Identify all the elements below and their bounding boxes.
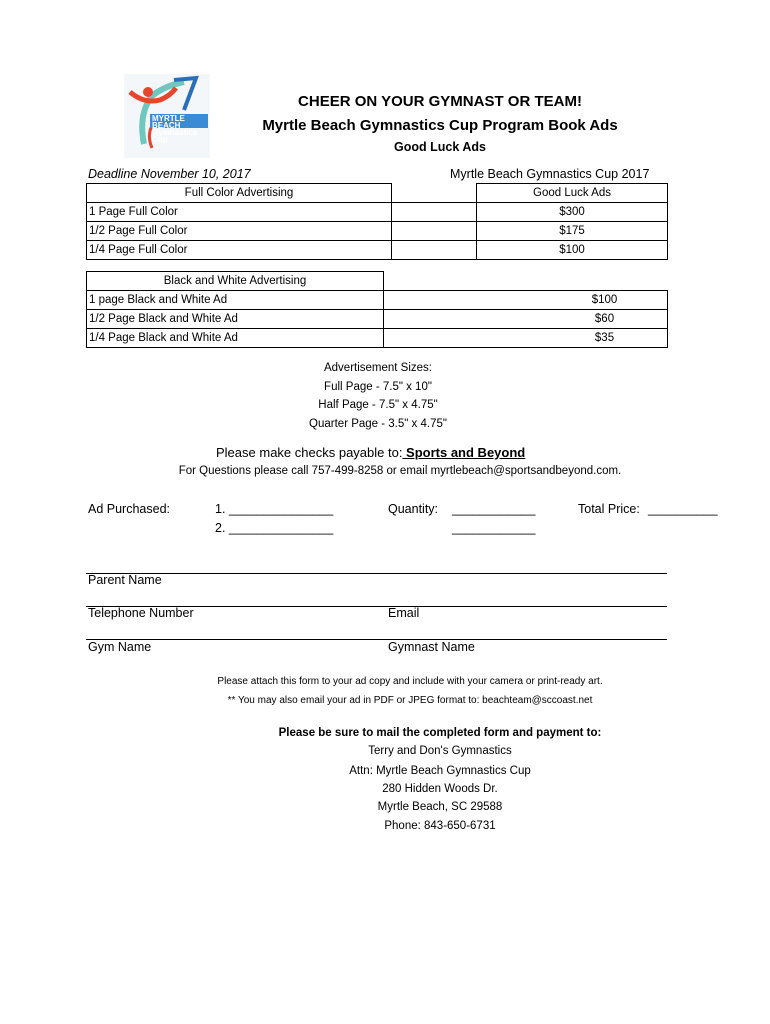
- mail-line-2: Attn: Myrtle Beach Gymnastics Cup: [349, 765, 531, 777]
- total-price-line[interactable]: __________: [648, 502, 718, 516]
- row-price: $100: [384, 291, 668, 310]
- row-label: 1/4 Page Black and White Ad: [87, 329, 384, 348]
- mail-line-1: Terry and Don's Gymnastics: [368, 745, 512, 757]
- table-row: [87, 184, 668, 203]
- table-header: Full Color Advertising: [87, 184, 392, 203]
- gym-name-field[interactable]: Gym Name: [88, 640, 152, 654]
- payable-line: [216, 445, 525, 460]
- page-subtitle: Myrtle Beach Gymnastics Cup Program Book Ads: [262, 117, 618, 134]
- email-note: ** You may also email your ad in PDF or JPEG format to: beachteam@sccoast.net: [227, 695, 593, 706]
- table-header: Good Luck Ads: [477, 184, 668, 203]
- attach-note: Please attach this form to your ad copy and include with your camera or print-ready art.: [217, 676, 603, 687]
- mail-line-4: Myrtle Beach, SC 29588: [377, 801, 503, 813]
- page-title: CHEER ON YOUR GYMNAST OR TEAM!: [298, 93, 582, 110]
- telephone-field[interactable]: Telephone Number: [88, 606, 194, 620]
- payable-name: Sports and Beyond: [402, 445, 526, 460]
- section-title: Good Luck Ads: [394, 140, 486, 154]
- table-row: [87, 222, 668, 241]
- quantity-line-1[interactable]: ____________: [452, 502, 536, 516]
- table-header: Black and White Advertising: [87, 272, 384, 291]
- quantity-line-2[interactable]: ____________: [452, 521, 536, 535]
- mail-line-3: 280 Hidden Woods Dr.: [382, 783, 498, 795]
- row-price: $60: [384, 310, 668, 329]
- mail-line-5: Phone: 843-650-6731: [384, 820, 496, 832]
- table-row: [87, 272, 668, 291]
- table-row: [87, 203, 668, 222]
- ad-line-1[interactable]: 1. _______________: [215, 502, 334, 516]
- ad-line-2[interactable]: 2. _______________: [215, 521, 334, 535]
- row-label: 1 Page Full Color: [87, 203, 392, 222]
- bw-ad-table: [86, 271, 668, 348]
- table-row: [87, 329, 668, 348]
- size-half: Half Page - 7.5" x 4.75": [318, 399, 438, 411]
- mail-heading: Please be sure to mail the completed form and payment to:: [278, 727, 602, 739]
- quantity-label: Quantity:: [388, 502, 439, 516]
- color-ad-table: [86, 183, 668, 260]
- size-full: Full Page - 7.5" x 10": [324, 381, 432, 393]
- ad-purchased-label: Ad Purchased:: [88, 502, 170, 516]
- gymnast-name-field[interactable]: Gymnast Name: [388, 640, 475, 654]
- row-price: $35: [384, 329, 668, 348]
- deadline: Deadline November 10, 2017: [88, 167, 251, 181]
- total-price-label: Total Price:: [578, 502, 640, 516]
- email-field[interactable]: Email: [388, 606, 420, 620]
- event-label: Myrtle Beach Gymnastics Cup 2017: [450, 167, 650, 181]
- questions-text: For Questions please call 757-499-8258 or email myrtlebeach@sportsandbeyond.com.: [178, 465, 622, 477]
- row-price: $100: [477, 241, 668, 260]
- logo-text: MYRTLE BEACH Gymnastics Cup: [152, 114, 198, 144]
- row-label: 1 page Black and White Ad: [87, 291, 384, 310]
- row-label: 1/2 Page Black and White Ad: [87, 310, 384, 329]
- parent-name-field[interactable]: Parent Name: [88, 573, 162, 587]
- row-price: $300: [477, 203, 668, 222]
- row-label: 1/4 Page Full Color: [87, 241, 392, 260]
- event-logo: [124, 74, 210, 158]
- payable-label: Please make checks payable to:: [216, 445, 403, 460]
- row-price: $175: [477, 222, 668, 241]
- table-row: [87, 241, 668, 260]
- divider: [86, 639, 667, 640]
- table-row: [87, 291, 668, 310]
- table-row: [87, 310, 668, 329]
- row-label: 1/2 Page Full Color: [87, 222, 392, 241]
- sizes-heading: Advertisement Sizes:: [323, 362, 432, 374]
- divider: [86, 573, 667, 574]
- size-quarter: Quarter Page - 3.5" x 4.75": [309, 418, 447, 430]
